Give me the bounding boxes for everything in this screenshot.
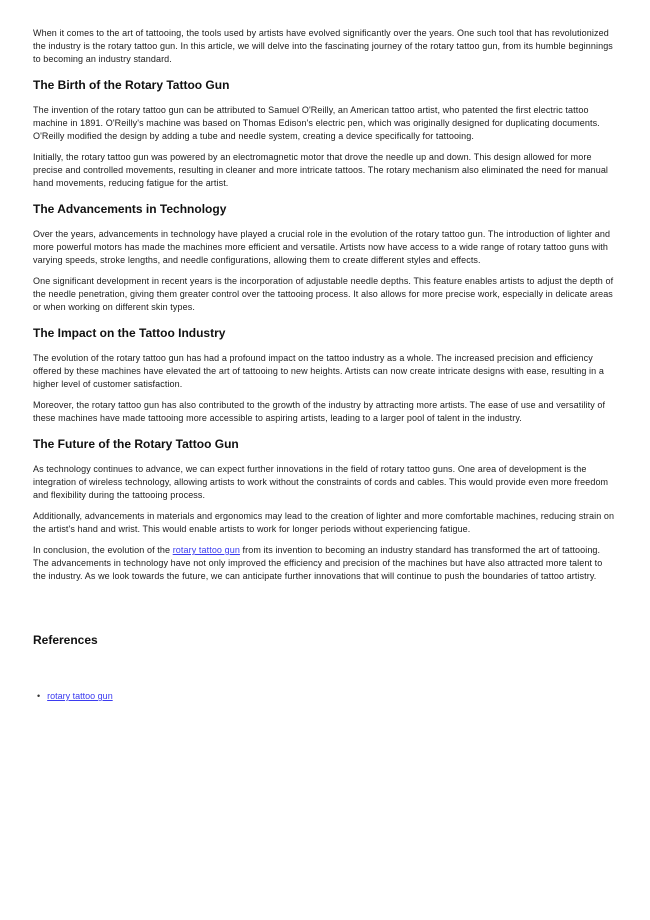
rotary-tattoo-gun-reference-link[interactable]: rotary tattoo gun: [47, 691, 113, 701]
conclusion-text-before-link: In conclusion, the evolution of the: [33, 545, 173, 555]
section-heading-advancements: The Advancements in Technology: [33, 202, 227, 216]
bullet-marker: •: [37, 691, 41, 701]
section-heading-impact: The Impact on the Tattoo Industry: [33, 326, 226, 340]
paragraph-future-1: As technology continues to advance, we can expect further innovations in the field of rotary tattoo guns. One area of development is the integration of wireless technology, allowing artists to work without the constraints of cords and cables. This would provide even more freedom and flexibility during the tattooing process.: [33, 464, 609, 500]
section-heading-future: The Future of the Rotary Tattoo Gun: [33, 437, 239, 451]
paragraph-advancements-1: Over the years, advancements in technology have played a crucial role in the evolution of the rotary tattoo gun. The introduction of lighter and more powerful motors has made the machines more efficient and versatile. Artists now have access to a wide range of rotary tattoo guns with varying speeds, stroke lengths, and needle configurations, allowing them to create different styles and effects.: [33, 229, 611, 265]
conclusion-text-after-link: from its invention to becoming an industry standard has transformed the art of tattooing. The advancements in technology have not only improved the efficiency and precision of the machines but have also attracted more talent to the industry. As we look towards the future, we can anticipate further innovations that will continue to push the boundaries of tattoo artistry.: [33, 545, 603, 581]
paragraph-advancements-2: One significant development in recent years is the incorporation of adjustable needle depths. This feature enables artists to adjust the depth of the needle penetration, giving them greater control over the tattooing process. It also allows for more precise work, especially in delicate areas or when working on different skin types.: [33, 276, 614, 312]
section-heading-birth: The Birth of the Rotary Tattoo Gun: [33, 78, 230, 92]
intro-paragraph: When it comes to the art of tattooing, the tools used by artists have evolved significantly over the years. One such tool that has revolutionized the industry is the rotary tattoo gun. In this article, we will delve into the fascinating journey of the rotary tattoo gun, from its humble beginnings to becoming an industry standard.: [33, 28, 613, 64]
paragraph-future-2: Additionally, advancements in materials and ergonomics may lead to the creation of lighter and more comfortable machines, reducing strain on the artist's hand and wrist. This would enable artists to work for longer periods without experiencing fatigue.: [33, 511, 615, 534]
references-list: [33, 690, 617, 703]
reference-list-item: [37, 690, 617, 703]
paragraph-impact-1: The evolution of the rotary tattoo gun has had a profound impact on the tattoo industry as a whole. The increased precision and efficiency offered by these machines have elevated the art of tattooing to new heights. Artists can now create intricate designs with ease, resulting in a higher level of customer satisfaction.: [33, 353, 604, 389]
conclusion-paragraph: [33, 544, 617, 583]
rotary-tattoo-gun-inline-link[interactable]: rotary tattoo gun: [172, 545, 240, 555]
paragraph-birth-2: Initially, the rotary tattoo gun was powered by an electromagnetic motor that drove the needle up and down. This design allowed for more precise and controlled movements, resulting in cleaner and more intricate tattoos. The rotary mechanism also eliminated the need for manual hand movements, reducing fatigue for the artist.: [33, 152, 609, 188]
paragraph-impact-2: Moreover, the rotary tattoo gun has also contributed to the growth of the industry by attracting more artists. The ease of use and versatility of these machines have made tattooing more accessible to aspiring artists, leading to a larger pool of talent in the industry.: [33, 400, 606, 423]
references-heading: References: [33, 633, 98, 647]
paragraph-birth-1: The invention of the rotary tattoo gun can be attributed to Samuel O'Reilly, an American tattoo artist, who patented the first electric tattoo machine in 1891. O'Reilly's machine was based on Thomas Edison's electric pen, which was originally designed for duplicating documents. O'Reilly modified the design by adding a tube and needle system, creating a device specifically for tattooing.: [33, 105, 600, 141]
